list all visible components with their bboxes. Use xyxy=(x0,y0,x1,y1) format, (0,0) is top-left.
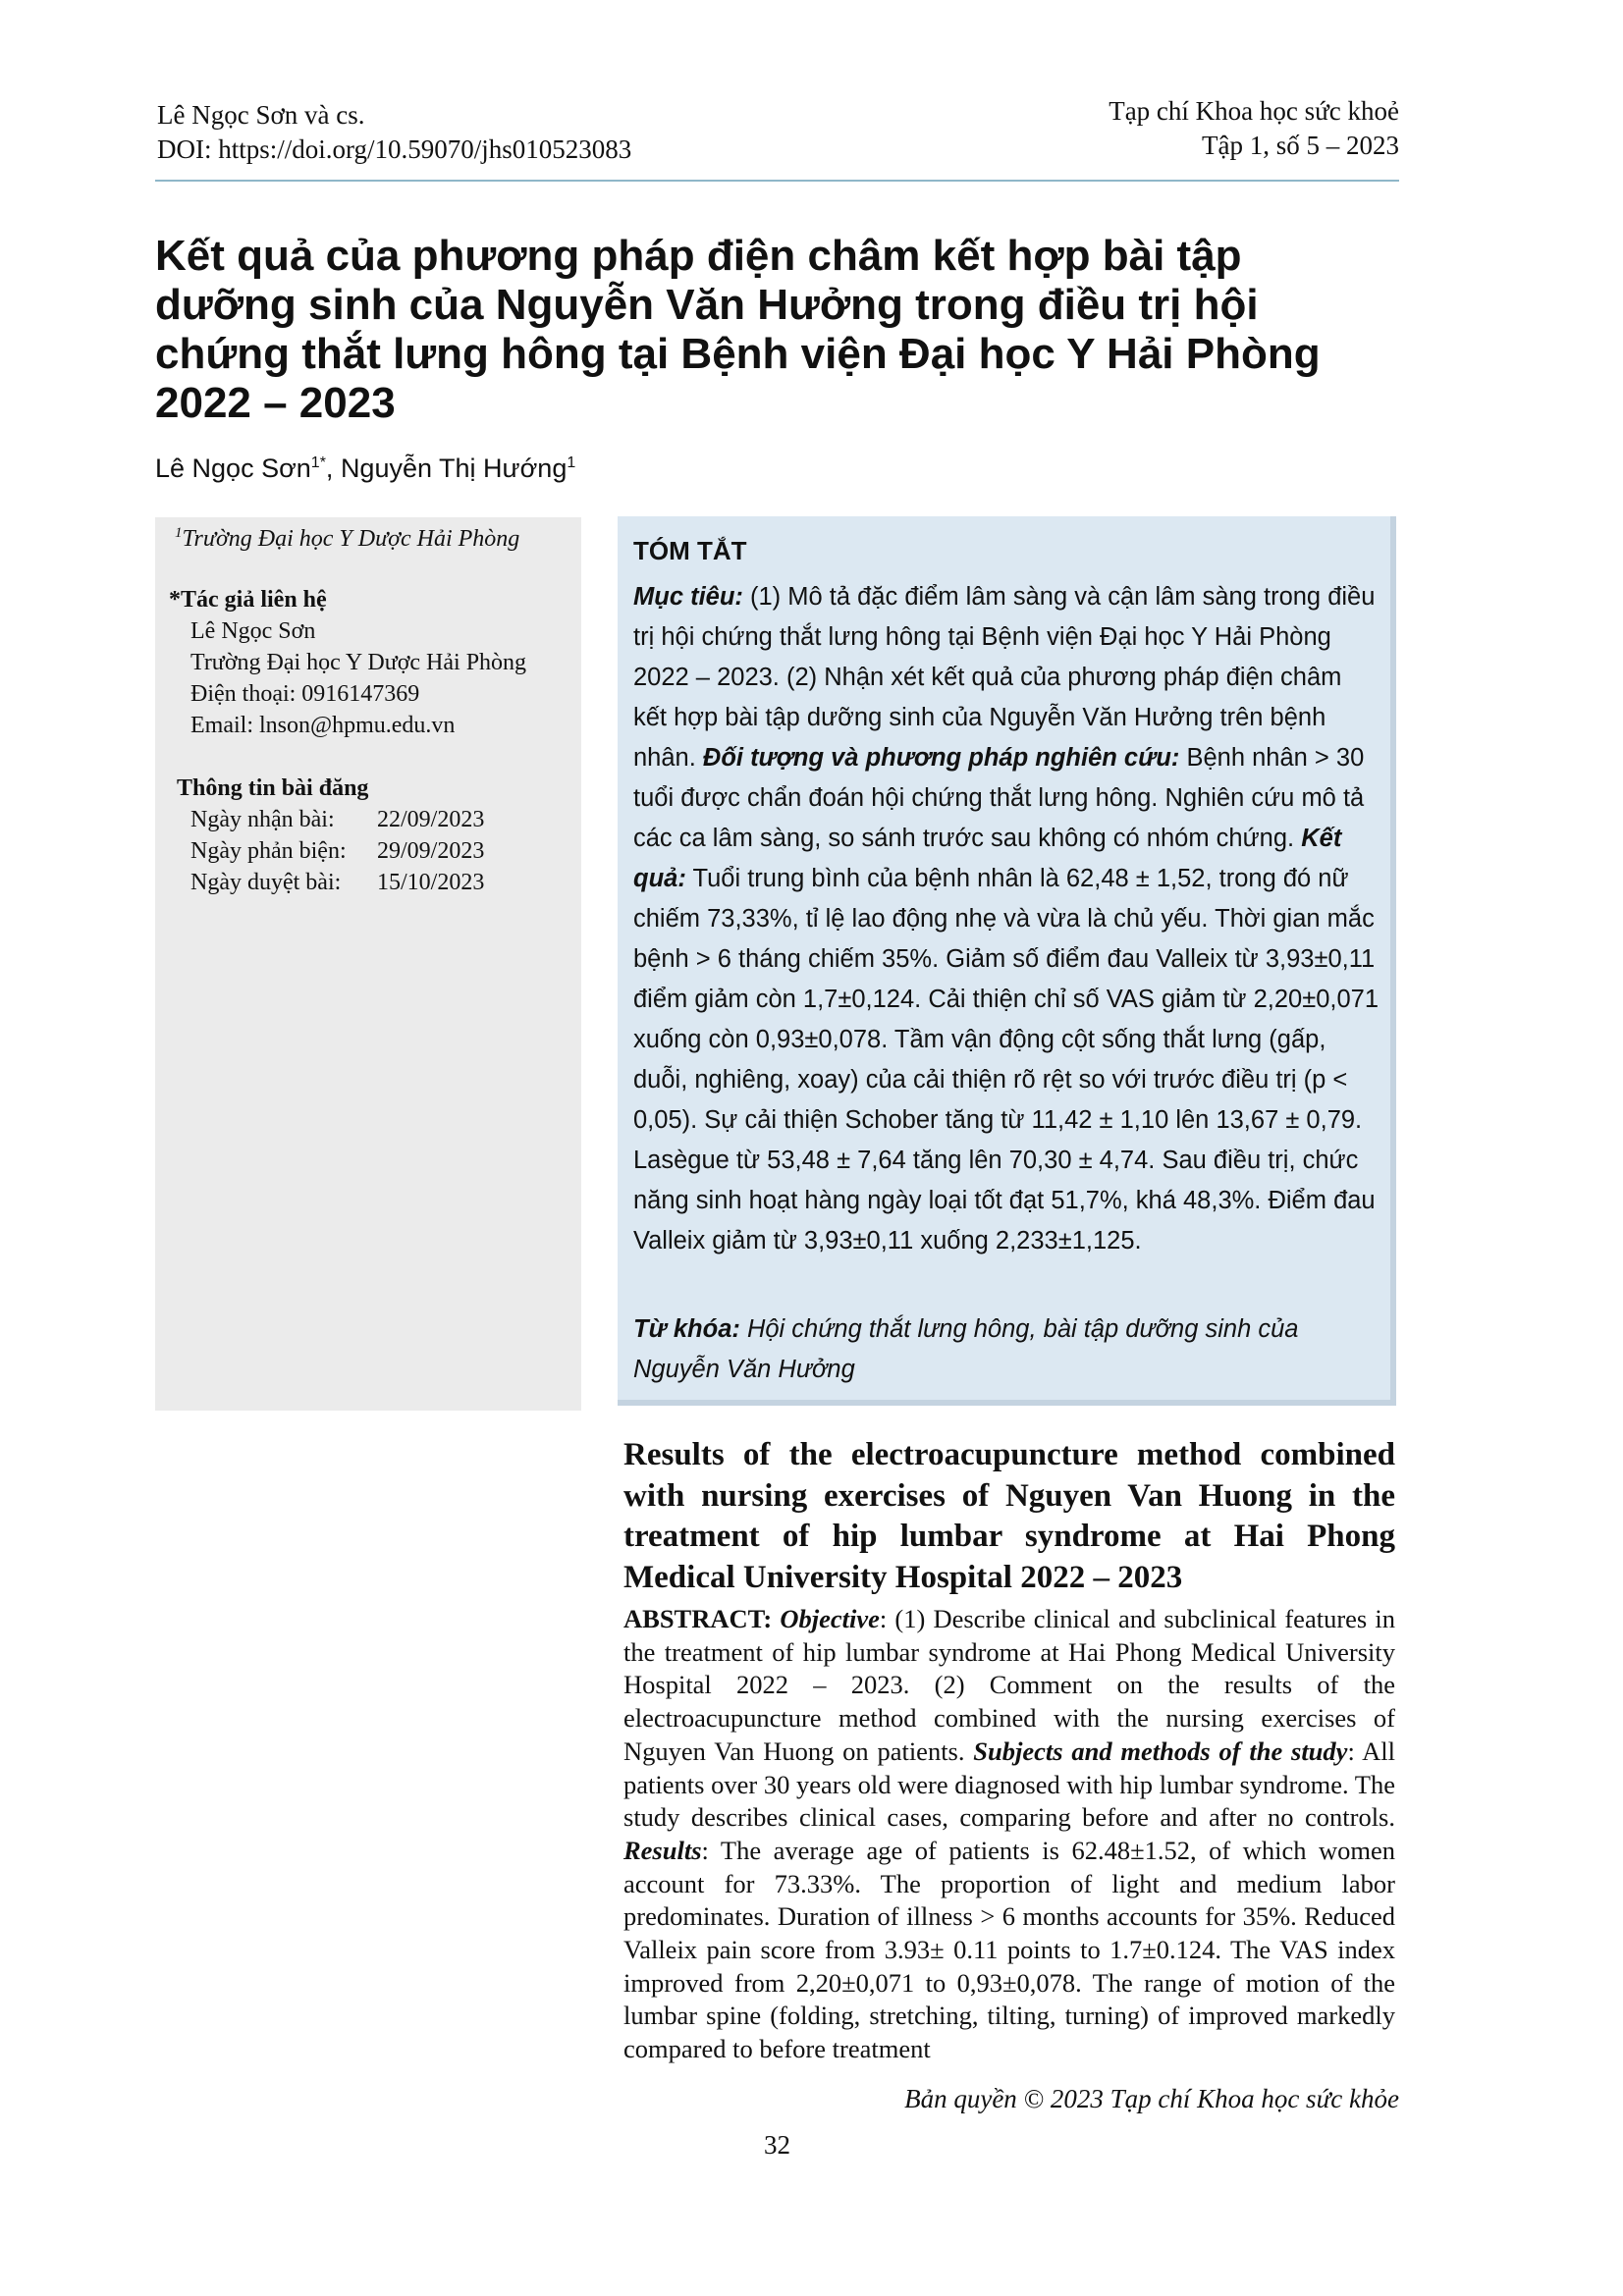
header-doi[interactable]: DOI: https://doi.org/10.59070/jhs010523083 xyxy=(157,134,632,164)
header-author: Lê Ngọc Sơn và cs. xyxy=(157,100,365,130)
copyright-notice: Bản quyền © 2023 Tạp chí Khoa học sức khỏe xyxy=(904,2084,1399,2113)
date-label: Ngày duyệt bài: xyxy=(190,870,342,895)
contact-heading: *Tác giả liên hệ xyxy=(169,587,327,613)
summary-body xyxy=(633,577,1380,1261)
page-number: 32 xyxy=(764,2130,790,2160)
author-separator: , xyxy=(325,454,341,483)
methods-text: : All patients over 30 years old were diagnosed with hip lumbar syndrome. The study describes clinical cases, comparing before and after no controls. xyxy=(623,1735,1395,1833)
author-affil-mark: 1 xyxy=(567,454,576,471)
methods-label: Subjects and methods of the study xyxy=(973,1735,1348,1766)
date-value: 22/09/2023 xyxy=(377,807,485,832)
objective-label: Objective xyxy=(780,1604,880,1633)
article-title: Kết quả của phương pháp điện châm kết hợp bài tập dưỡng sinh của Nguyễn Văn Hưởng trong điều trị hội chứng thắt lưng hông tại Bệnh viện Đại học Y Hải Phòng 2022 – 2023 xyxy=(155,232,1321,427)
results-text: Tuổi trung bình của bệnh nhân là 62,48 ± 1,52, trong đó nữ chiếm 73,33%, tỉ lệ lao động nhẹ và vừa là chủ yếu. Thời gian mắc bệnh > 6 tháng chiếm 35%. Giảm số điểm đau Valleix từ 3,93±0,11 điểm giảm còn 1,7±0,124. Cải thiện chỉ số VAS giảm từ 2,20±0,071 xuống còn 0,93±0,078. Tầm vận động cột sống thắt lưng (gấp, duỗi, nghiêng, xoay) của cải thiện rõ rệt so với trước điều trị (p < 0,05). Sự cải thiện Schober tăng từ 11,42 ± 1,10 lên 13,67 ± 0,79. Lasègue từ 53,48 ± 7,64 tăng lên 70,30 ± 4,74. Sau điều trị, chức năng sinh hoạt hàng ngày loại tốt đạt 51,7%, khá 48,3%. Điểm đau Valleix giảm từ 3,93±0,11 xuống 2,233±1,125. xyxy=(633,865,1380,1255)
date-reviewed xyxy=(169,835,484,867)
author-affil-mark: 1* xyxy=(310,454,326,471)
date-value: 29/09/2023 xyxy=(377,838,485,864)
date-received xyxy=(169,804,484,835)
objective-text: : (1) Describe clinical and subclinical features in the treatment of hip lumbar syndrome at Hai Phong Medical University Hospital 2022 – 2023. (2) Comment on the results of the electroacupuncture method combined with the nursing exercises of Nguyen Van Huong on patients. xyxy=(623,1604,1395,1766)
affiliation-text: Trường Đại học Y Dược Hải Phòng xyxy=(182,526,520,552)
english-title: Results of the electroacupuncture method combined with nursing exercises of Nguyen Van Huong in the treatment of hip lumbar syndrome at Hai Phong Medical University Hospital 2022 – 2023 xyxy=(623,1437,1395,1595)
results-label: Results xyxy=(623,1835,702,1865)
publication-info xyxy=(169,773,484,898)
header-volume: Tập 1, số 5 – 2023 xyxy=(1202,131,1399,160)
summary-heading: TÓM TẮT xyxy=(633,536,747,565)
abstract-label: ABSTRACT: xyxy=(623,1604,773,1633)
results-label: Kết quả: xyxy=(633,825,1342,892)
results-text: : The average age of patients is 62.48±1.52, of which women account for 73.33%. The proportion of light and medium labor predominates. Duration of illness > 6 months accounts for 35%. Reduced Valleix pain score from 3.93± 0.11 points to 1.7±0.124. The VAS index improved from 2,20±0,071 to 0,93±0,078. The range of motion of the lumbar spine (folding, stretching, tilting, turning) of improved markedly compared to before treatment xyxy=(623,1835,1395,2064)
methods-label: Đối tượng và phương pháp nghiên cứu: xyxy=(702,744,1180,772)
objective-label: Mục tiêu: xyxy=(633,583,743,611)
contact-org: Trường Đại học Y Dược Hải Phòng xyxy=(190,650,527,675)
author-list xyxy=(155,454,575,484)
author-name: Lê Ngọc Sơn xyxy=(155,454,311,483)
date-label: Ngày nhận bài: xyxy=(190,807,335,832)
running-header-right xyxy=(1109,94,1399,163)
author-name: Nguyễn Thị Hướng xyxy=(340,454,568,483)
info-sidebar xyxy=(155,517,581,1411)
contact-name: Lê Ngọc Sơn xyxy=(190,618,316,644)
date-value: 15/10/2023 xyxy=(377,870,485,895)
keywords-text: Hội chứng thắt lưng hông, bài tập dưỡng sinh của Nguyễn Văn Hưởng xyxy=(633,1315,1299,1383)
keywords xyxy=(633,1309,1380,1390)
objective-text: (1) Mô tả đặc điểm lâm sàng và cận lâm sàng trong điều trị hội chứng thắt lưng hông tại Bệnh viện Đại học Y Hải Phòng 2022 – 2023. (2) Nhận xét kết quả của phương pháp điện châm kết hợp bài tập dưỡng sinh của Nguyễn Văn Hưởng trên bệnh nhân. xyxy=(633,583,1376,772)
header-divider xyxy=(155,180,1399,182)
english-abstract xyxy=(623,1603,1395,2066)
contact-phone: Điện thoại: 0916147369 xyxy=(190,681,420,707)
corresponding-author xyxy=(169,584,526,741)
header-journal: Tạp chí Khoa học sức khoẻ xyxy=(1109,96,1399,126)
pub-info-heading: Thông tin bài đăng xyxy=(177,775,369,801)
running-header-left xyxy=(157,98,631,167)
methods-text: Bệnh nhân > 30 tuổi được chẩn đoán hội chứng thắt lưng hông. Nghiên cứu mô tả các ca lâm sàng, so sánh trước sau không có nhóm chứng. xyxy=(633,744,1365,852)
summary-box xyxy=(618,516,1396,1406)
date-accepted xyxy=(169,867,484,898)
contact-email[interactable]: Email: lnson@hpmu.edu.vn xyxy=(190,713,456,738)
affiliation-mark: 1 xyxy=(175,525,183,541)
date-label: Ngày phản biện: xyxy=(190,838,347,864)
affiliation xyxy=(175,525,519,553)
keywords-label: Từ khóa: xyxy=(633,1315,740,1343)
